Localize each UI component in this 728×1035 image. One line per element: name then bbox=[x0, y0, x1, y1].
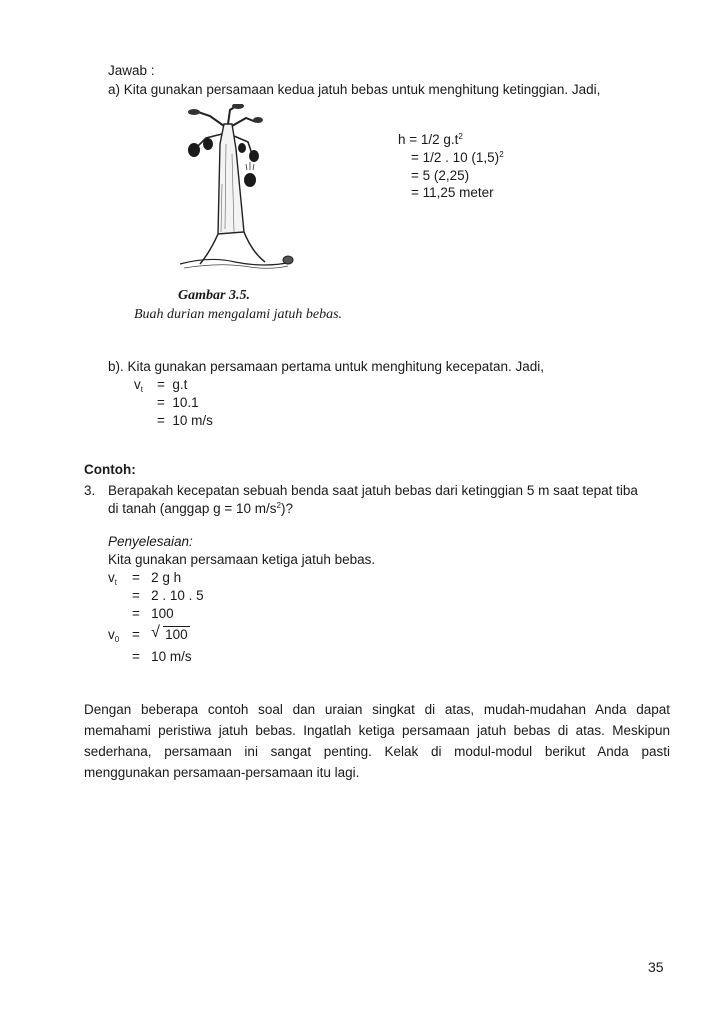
vt-eq-line1: = g.t bbox=[157, 377, 188, 392]
solution-intro: Kita gunakan persamaan ketiga jatuh bebas. bbox=[108, 552, 376, 567]
v0-eq-final: = 10 m/s bbox=[132, 649, 192, 664]
eq-h-line3: = 5 (2,25) bbox=[411, 168, 470, 183]
question-number: 3. bbox=[84, 483, 96, 498]
vt-variable: $v_t$ bbox=[134, 377, 143, 394]
v0-variable: $v_0$ bbox=[108, 627, 120, 644]
eq-h-line1: h = 1/2 $g.t^2$ bbox=[398, 132, 463, 147]
question-line-2: di tanah (anggap g = 10 $m/s^2$)? bbox=[108, 501, 293, 516]
sqrt-symbol: √ 100 bbox=[151, 624, 188, 642]
part-a-intro: a) Kita gunakan persamaan kedua jatuh bebas untuk menghitung ketinggian. Jadi, bbox=[108, 82, 601, 97]
vt-variable-2: $v_t$ bbox=[108, 570, 117, 587]
figure-title: Gambar 3.5. bbox=[178, 288, 250, 303]
vt-eq-line2: = 10.1 bbox=[157, 395, 199, 410]
eq-h-line2: = 1/2 . 10 $(1,5)^2$ bbox=[411, 150, 504, 165]
vt2-eq-line3: = 100 bbox=[132, 606, 174, 621]
closing-line-1: Dengan beberapa contoh soal dan uraian singkat di atas, mudah-mudahan Anda dapat bbox=[84, 702, 670, 717]
question-line-1: Berapakah kecepatan sebuah benda saat jatuh bebas dari ketinggian 5 m saat tepat tiba bbox=[108, 483, 638, 498]
v0-eq-sqrt: = √ 100 bbox=[132, 624, 188, 642]
answer-label: Jawab : bbox=[108, 63, 155, 78]
closing-line-4: menggunakan persamaan-persamaan itu lagi. bbox=[84, 765, 360, 780]
example-heading: Contoh: bbox=[84, 462, 136, 477]
part-b-intro: b). Kita gunakan persamaan pertama untuk menghitung kecepatan. Jadi, bbox=[108, 359, 545, 374]
vt2-eq-line2: = 2 . 10 . 5 bbox=[132, 588, 204, 603]
closing-line-3: sederhana, persamaan ini sangat penting. Kelak di modul-modul berikut Anda pasti bbox=[84, 744, 670, 759]
vt2-eq-line1: = 2 g h bbox=[132, 570, 182, 585]
durian-tree-illustration bbox=[170, 104, 300, 276]
solution-label: Penyelesaian: bbox=[108, 534, 193, 549]
eq-h-line4: = 11,25 meter bbox=[411, 185, 494, 200]
figure-caption: Buah durian mengalami jatuh bebas. bbox=[134, 307, 343, 322]
page-number: 35 bbox=[648, 959, 664, 975]
vt-eq-line3: = 10 m/s bbox=[157, 413, 213, 428]
closing-paragraph bbox=[84, 699, 670, 783]
closing-line-2: memahami peristiwa jatuh bebas. Ingatlah ketiga persamaan jatuh bebas di atas. Meskipun bbox=[84, 723, 670, 738]
